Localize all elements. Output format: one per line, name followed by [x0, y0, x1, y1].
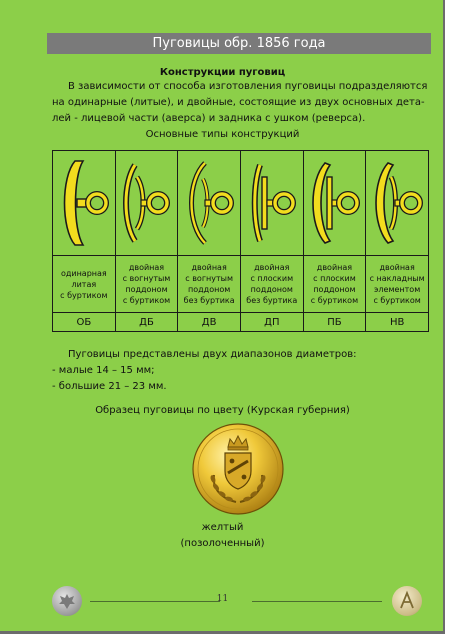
page-number: 11	[216, 594, 229, 604]
gold-monogram-coin-icon	[392, 586, 422, 616]
types-title: Основные типы конструкций	[145, 129, 300, 140]
desc-line: с вогнутым	[185, 274, 233, 283]
caption-line: (позолоченный)	[180, 538, 265, 549]
type-description	[366, 256, 429, 313]
desc-line: с вогнутым	[122, 274, 171, 283]
desc-line: двойная	[128, 263, 165, 272]
footer-divider-right	[252, 601, 382, 602]
section-title: Конструкции пуговиц	[159, 67, 286, 78]
button-dv-diagram	[181, 155, 237, 251]
type-code: ДБ	[115, 313, 178, 332]
description-row	[53, 256, 429, 313]
type-code: ДП	[240, 313, 303, 332]
diagram-cell-nv	[366, 151, 429, 256]
desc-line: с буртиком	[60, 290, 108, 300]
diagram-cell-pb	[303, 151, 366, 256]
sample-caption	[0, 520, 445, 552]
desc-line: двойная	[191, 263, 227, 272]
gilded-button-icon	[192, 423, 284, 515]
button-pb-diagram	[306, 155, 362, 251]
code-row	[53, 313, 429, 332]
types-table	[52, 150, 429, 332]
button-dp-diagram	[244, 155, 300, 251]
sample-button-image	[192, 423, 284, 519]
intro-paragraph	[52, 79, 432, 127]
diagram-cell-dv	[178, 151, 241, 256]
diagram-cell-db	[115, 151, 178, 256]
desc-line: поддоном	[188, 285, 231, 294]
intro-line: В зависимости от способа изготовления пуговицы подразделяются	[68, 81, 428, 92]
desc-line: поддоном	[313, 285, 356, 294]
type-description	[53, 256, 116, 313]
type-description	[240, 256, 303, 313]
desc-line: с буртиком	[122, 296, 171, 305]
page-title: Пуговицы обр. 1856 года	[47, 33, 431, 54]
sample-title: Образец пуговицы по цвету (Курская губерния)	[95, 405, 350, 416]
desc-line: с плоским	[250, 274, 294, 283]
desc-line: с буртиком	[310, 296, 359, 305]
desc-line: с накладным	[369, 274, 425, 283]
desc-line: поддоном	[125, 285, 168, 294]
desc-line: с буртиком	[373, 296, 421, 305]
monogram-icon	[392, 586, 422, 616]
diagram-cell-ob	[53, 151, 116, 256]
type-description	[115, 256, 178, 313]
diagram-row	[53, 151, 429, 256]
button-nv-diagram	[369, 155, 425, 251]
intro-line: на одинарные (литые), и двойные, состоящие из двух основных дета-	[52, 97, 425, 108]
type-code: ДВ	[178, 313, 241, 332]
diameters-block	[52, 347, 357, 395]
type-code: ПБ	[303, 313, 366, 332]
desc-line: одинарная	[60, 268, 107, 278]
desc-line: двойная	[379, 263, 415, 272]
desc-line: с плоским	[313, 274, 356, 283]
button-db-diagram	[118, 155, 174, 251]
type-description	[303, 256, 366, 313]
type-code: НВ	[366, 313, 429, 332]
diameters-line: - большие 21 – 23 мм.	[52, 381, 167, 392]
desc-line: литая	[71, 279, 97, 289]
button-ob-diagram	[56, 155, 112, 251]
desc-line: двойная	[254, 263, 290, 272]
desc-line: без буртика	[183, 296, 235, 305]
diameters-line: - малые 14 – 15 мм;	[52, 365, 155, 376]
type-description	[178, 256, 241, 313]
desc-line: элементом	[374, 285, 421, 294]
intro-line: лей - лицевой части (аверса) и задника с ушком (реверса).	[52, 113, 366, 124]
desc-line: поддоном	[250, 285, 293, 294]
diagram-cell-dp	[240, 151, 303, 256]
desc-line: без буртика	[246, 296, 298, 305]
type-code: ОБ	[53, 313, 116, 332]
caption-line: желтый	[201, 522, 244, 533]
desc-line: двойная	[316, 263, 353, 272]
diameters-line: Пуговицы представлены двух диапазонов диаметров:	[68, 349, 357, 360]
